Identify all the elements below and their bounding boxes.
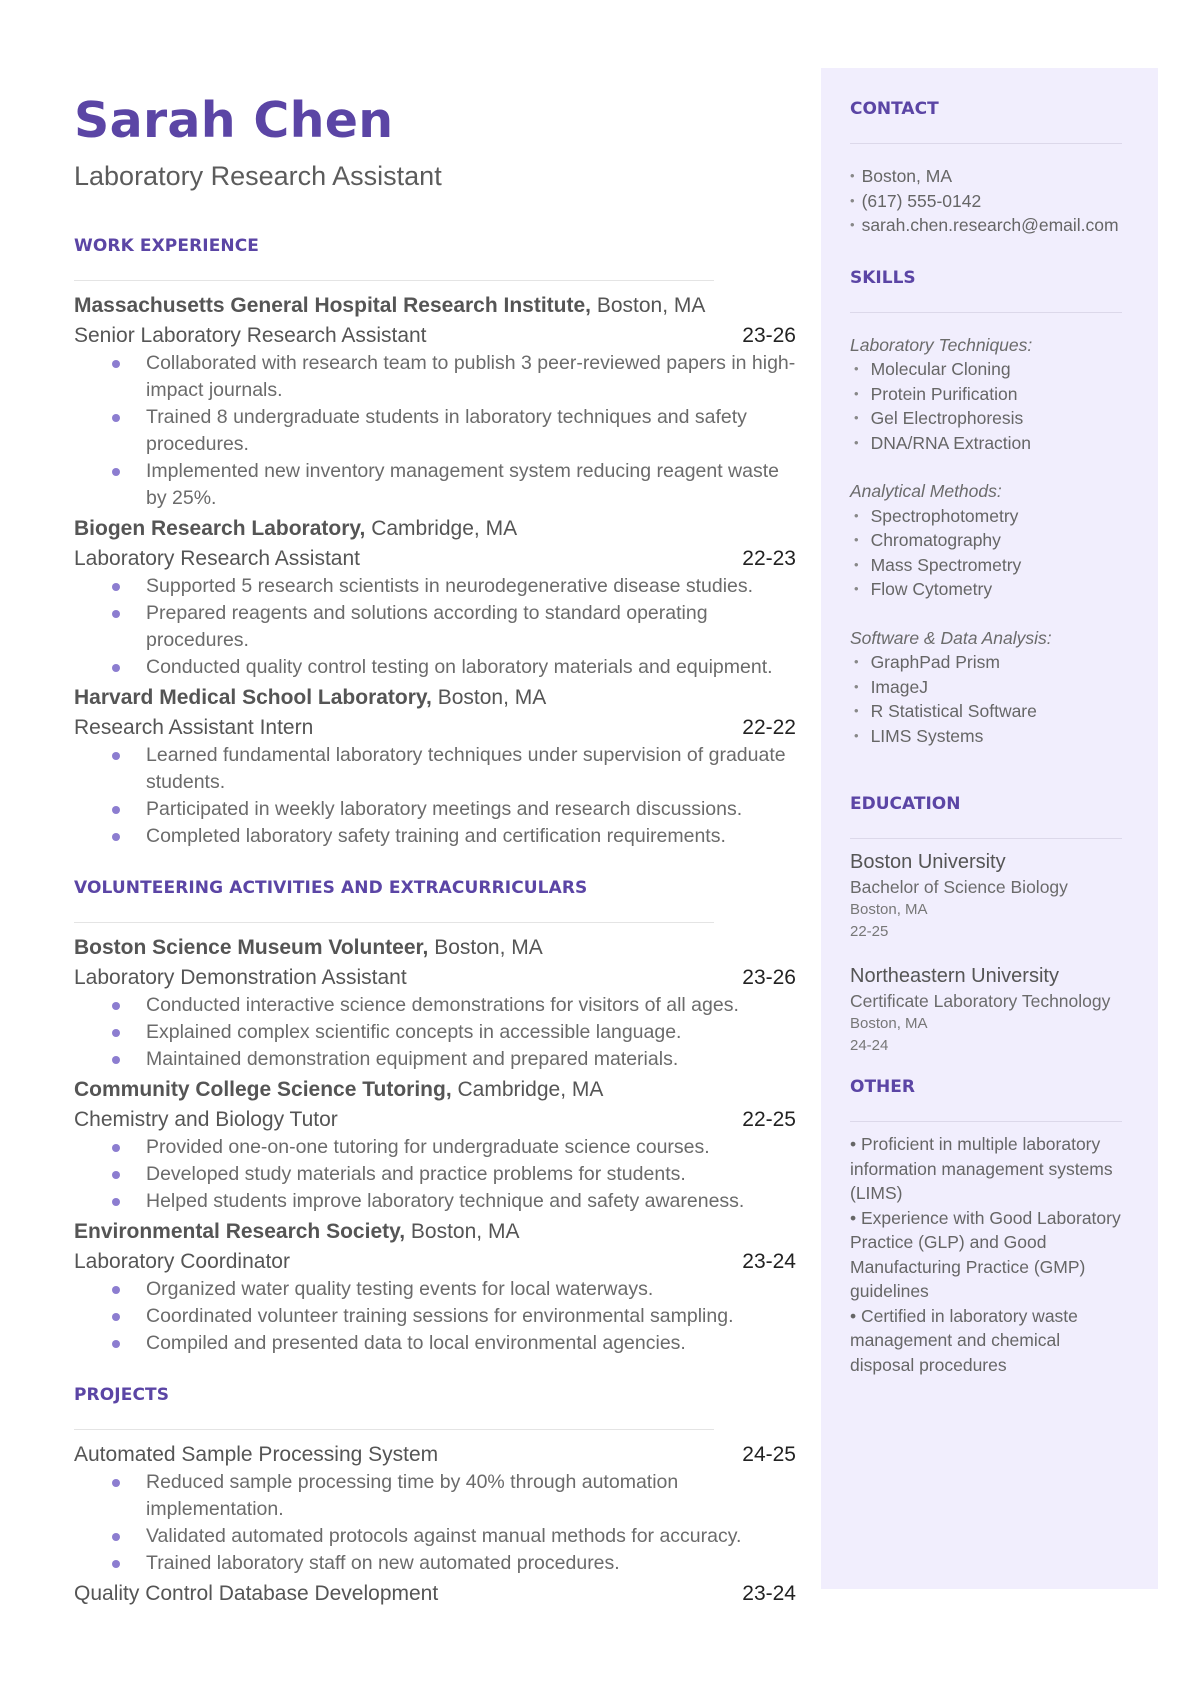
skill-item: • Protein Purification	[854, 383, 1018, 404]
entry-role: Chemistry and Biology Tutor	[74, 1108, 338, 1131]
entry-org: Harvard Medical School Laboratory,	[74, 686, 432, 709]
bullet-item: Reduced sample processing time by 40% through automation implementation.	[112, 1469, 796, 1523]
skill-item: • DNA/RNA Extraction	[854, 432, 1032, 453]
bullet-dot-icon: •	[850, 168, 855, 183]
sidebar	[821, 68, 1158, 1589]
entry-org-line	[74, 1075, 796, 1105]
bullet-dot-icon	[112, 1560, 120, 1568]
bullet-dot-icon	[112, 1533, 120, 1541]
entry-org: Massachusetts General Hospital Research Institute,	[74, 294, 592, 317]
entry-location: Boston, MA	[405, 1220, 520, 1243]
bullet-dot-icon: •	[854, 532, 859, 547]
bullet-dot-icon	[112, 833, 120, 841]
bullet-item: Completed laboratory safety training and certification requirements.	[112, 823, 796, 850]
section-heading: VOLUNTEERING ACTIVITIES AND EXTRACURRICULARS	[74, 878, 588, 898]
sidebar-divider	[850, 1121, 1122, 1122]
bullet-dot-icon	[112, 1029, 120, 1037]
section-divider	[74, 1429, 714, 1430]
entry-role-row	[74, 1105, 796, 1134]
bullet-dot-icon	[112, 1171, 120, 1179]
work-entry	[74, 514, 796, 681]
entry-org: Community College Science Tutoring,	[74, 1078, 452, 1101]
entry-role: Research Assistant Intern	[74, 716, 314, 739]
entry-bullets	[112, 1134, 796, 1215]
education-entry	[850, 963, 1122, 1057]
entry-org-line	[74, 683, 796, 713]
bullet-item: Conducted interactive science demonstrations for visitors of all ages.	[112, 992, 796, 1019]
bullet-item: Participated in weekly laboratory meetings and research discussions.	[112, 796, 796, 823]
bullet-dot-icon: •	[854, 385, 859, 401]
sidebar-heading: SKILLS	[850, 267, 916, 288]
entry-org-line	[74, 514, 796, 544]
entry-role: Laboratory Coordinator	[74, 1250, 290, 1273]
main-column	[74, 92, 796, 1608]
work-entry	[74, 291, 796, 512]
entry-date: 24-25	[742, 1443, 796, 1466]
bullet-item: Compiled and presented data to local environmental agencies.	[112, 1330, 796, 1357]
skill-item: • LIMS Systems	[854, 725, 984, 746]
skill-list	[850, 357, 1122, 455]
bullet-item: Maintained demonstration equipment and prepared materials.	[112, 1046, 796, 1073]
bullet-dot-icon	[112, 1198, 120, 1206]
bullet-item: Trained laboratory staff on new automated procedures.	[112, 1550, 796, 1577]
entry-role-row	[74, 321, 796, 350]
skill-list	[850, 504, 1122, 602]
entry-role-row	[74, 963, 796, 992]
bullet-dot-icon: •	[854, 727, 859, 743]
other-item: • Proficient in multiple laboratory information management systems (LIMS)	[850, 1134, 1113, 1203]
entry-role-row	[74, 1440, 796, 1469]
bullet-item: Provided one-on-one tutoring for undergraduate science courses.	[112, 1134, 796, 1161]
sidebar-heading: OTHER	[850, 1077, 915, 1097]
bullet-dot-icon	[112, 1002, 120, 1010]
skill-list	[850, 650, 1122, 748]
contact-email: • sarah.chen.research@email.com	[850, 215, 1119, 235]
entry-date: 23-26	[742, 966, 796, 989]
edu-dates: 24-24	[850, 1037, 889, 1054]
entry-bullets	[112, 1469, 796, 1577]
entry-org: Biogen Research Laboratory,	[74, 517, 366, 540]
entry-role: Laboratory Research Assistant	[74, 547, 360, 570]
edu-degree: Bachelor of Science Biology	[850, 877, 1068, 897]
entry-role-row	[74, 544, 796, 573]
bullet-dot-icon: •	[850, 217, 855, 232]
skill-item: • GraphPad Prism	[854, 652, 1000, 672]
bullet-dot-icon	[112, 1313, 120, 1321]
sidebar-heading: CONTACT	[850, 99, 939, 119]
projects-section	[74, 1385, 796, 1608]
contact-phone: • (617) 555-0142	[850, 190, 982, 211]
bullet-item: Organized water quality testing events for local waterways.	[112, 1276, 796, 1303]
bullet-dot-icon	[112, 583, 120, 591]
section-divider	[74, 280, 714, 281]
skill-item: • Mass Spectrometry	[854, 554, 1022, 575]
skill-category: Analytical Methods:	[850, 481, 1002, 501]
bullet-item: Trained 8 undergraduate students in laboratory techniques and safety procedures.	[112, 404, 796, 458]
skill-item: • Molecular Cloning	[854, 359, 1011, 379]
bullet-dot-icon	[112, 414, 120, 422]
entry-org-line	[74, 1217, 796, 1247]
bullet-dot-icon	[112, 1056, 120, 1064]
bullet-dot-icon	[112, 468, 120, 476]
edu-dates: 22-25	[850, 923, 889, 940]
entry-date: 22-22	[742, 716, 796, 739]
bullet-item: Validated automated protocols against manual methods for accuracy.	[112, 1523, 796, 1550]
entry-bullets	[112, 1276, 796, 1357]
entry-bullets	[112, 350, 796, 512]
education-entry	[850, 849, 1122, 943]
education-section	[850, 794, 1122, 1057]
bullet-dot-icon: •	[854, 410, 859, 425]
bullet-dot-icon: •	[854, 678, 859, 694]
bullet-item: Implemented new inventory management system reducing reagent waste by 25%.	[112, 458, 796, 512]
skills-section	[850, 268, 1122, 749]
skill-item: • ImageJ	[854, 676, 928, 697]
sidebar-divider	[850, 312, 1122, 313]
work-experience-section	[74, 236, 796, 850]
contact-location: • Boston, MA	[850, 166, 953, 186]
entry-location: Boston, MA	[431, 686, 547, 709]
volunteering-section	[74, 878, 796, 1357]
work-entry	[74, 683, 796, 850]
skill-item: • Chromatography	[854, 530, 1001, 550]
project-title: Quality Control Database Development	[74, 1582, 439, 1605]
candidate-title: Laboratory Research Assistant	[74, 161, 442, 191]
entry-org-line	[74, 933, 796, 963]
entry-location: Boston, MA	[591, 294, 706, 317]
edu-degree: Certificate Laboratory Technology	[850, 991, 1111, 1011]
bullet-item: Explained complex scientific concepts in accessible language.	[112, 1019, 796, 1046]
bullet-dot-icon	[112, 752, 120, 760]
skill-item: • Gel Electrophoresis	[854, 408, 1024, 428]
section-divider	[74, 922, 714, 923]
section-heading: PROJECTS	[74, 1385, 170, 1405]
entry-org-line	[74, 291, 796, 321]
bullet-dot-icon: •	[854, 703, 859, 718]
bullet-dot-icon: •	[854, 507, 859, 523]
entry-org: Environmental Research Society,	[74, 1220, 406, 1243]
bullet-dot-icon	[112, 1144, 120, 1152]
bullet-item: Conducted quality control testing on laboratory materials and equipment.	[112, 654, 796, 681]
contact-list	[850, 164, 1122, 238]
bullet-dot-icon: •	[854, 654, 859, 669]
project-entry	[74, 1579, 796, 1608]
volunteer-entry	[74, 1075, 796, 1215]
bullet-item: Prepared reagents and solutions according to standard operating procedures.	[112, 600, 796, 654]
entry-role: Laboratory Demonstration Assistant	[74, 966, 407, 989]
entry-bullets	[112, 742, 796, 850]
bullet-dot-icon	[112, 1286, 120, 1294]
entry-location: Boston, MA	[428, 936, 543, 959]
sidebar-heading: EDUCATION	[850, 794, 961, 814]
bullet-dot-icon: •	[854, 581, 859, 596]
bullet-item: Collaborated with research team to publish 3 peer-reviewed papers in high-impact journals.	[112, 350, 796, 404]
entry-location: Cambridge, MA	[451, 1078, 604, 1101]
skill-item: • R Statistical Software	[854, 701, 1037, 721]
volunteer-entry	[74, 933, 796, 1073]
bullet-dot-icon: •	[854, 556, 859, 572]
sidebar-divider	[850, 838, 1122, 839]
bullet-dot-icon	[112, 806, 120, 814]
entry-date: 23-24	[742, 1250, 796, 1273]
entry-date: 22-23	[742, 547, 796, 570]
contact-section	[850, 99, 1122, 238]
skill-category: Software & Data Analysis:	[850, 627, 1052, 648]
bullet-item: Developed study materials and practice problems for students.	[112, 1161, 796, 1188]
edu-location: Boston, MA	[850, 1015, 928, 1032]
entry-location: Cambridge, MA	[365, 517, 518, 540]
bullet-dot-icon: •	[854, 434, 859, 450]
bullet-dot-icon: •	[854, 361, 859, 376]
candidate-name: Sarah Chen	[74, 92, 394, 149]
edu-school: Boston University	[850, 851, 1006, 873]
bullet-dot-icon	[112, 1340, 120, 1348]
bullet-dot-icon	[112, 1479, 120, 1487]
volunteer-entry	[74, 1217, 796, 1357]
other-section	[850, 1077, 1122, 1377]
project-title: Automated Sample Processing System	[74, 1443, 439, 1466]
other-item: • Certified in laboratory waste management and chemical disposal procedures	[850, 1305, 1078, 1375]
entry-date: 23-26	[742, 324, 796, 347]
entry-role-row	[74, 1579, 796, 1608]
edu-school: Northeastern University	[850, 965, 1059, 987]
skill-item: • Flow Cytometry	[854, 579, 993, 599]
project-entry	[74, 1440, 796, 1577]
skill-item: • Spectrophotometry	[854, 505, 1019, 526]
entry-bullets	[112, 573, 796, 681]
entry-role: Senior Laboratory Research Assistant	[74, 324, 427, 347]
entry-date: 22-25	[742, 1108, 796, 1131]
skill-category: Laboratory Techniques:	[850, 334, 1033, 355]
bullet-dot-icon	[112, 664, 120, 672]
bullet-item: Helped students improve laboratory technique and safety awareness.	[112, 1188, 796, 1215]
entry-bullets	[112, 992, 796, 1073]
other-item: • Experience with Good Laboratory Practice (GLP) and Good Manufacturing Practice (GMP) guidelines	[850, 1207, 1121, 1301]
bullet-dot-icon	[112, 360, 120, 368]
entry-date: 23-24	[742, 1582, 796, 1605]
bullet-dot-icon: •	[850, 192, 855, 208]
entry-role-row	[74, 713, 796, 742]
bullet-item: Supported 5 research scientists in neurodegenerative disease studies.	[112, 573, 796, 600]
bullet-item: Learned fundamental laboratory techniques under supervision of graduate students.	[112, 742, 796, 796]
bullet-dot-icon	[112, 610, 120, 618]
bullet-item: Coordinated volunteer training sessions for environmental sampling.	[112, 1303, 796, 1330]
entry-org: Boston Science Museum Volunteer,	[74, 936, 429, 959]
entry-role-row	[74, 1247, 796, 1276]
section-heading: WORK EXPERIENCE	[74, 236, 260, 256]
edu-location: Boston, MA	[850, 901, 928, 918]
sidebar-divider	[850, 143, 1122, 144]
